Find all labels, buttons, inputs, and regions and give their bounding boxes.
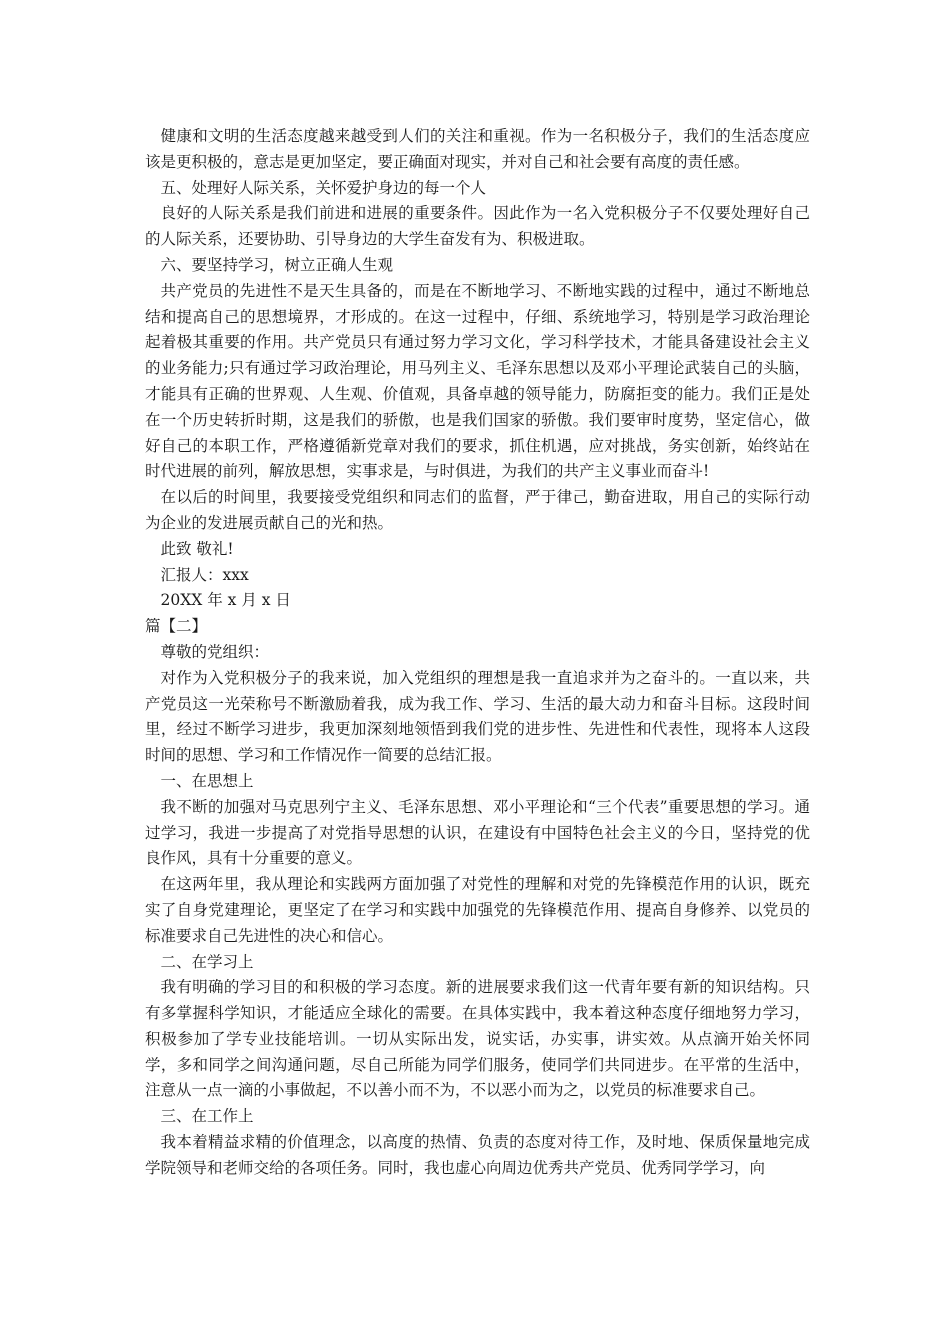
part-title: 篇【二】: [145, 617, 208, 636]
paragraph: 良好的人际关系是我们前进和进展的重要条件。因此作为一名入党积极分子不仅要处理好自己的人际关系，还要协助、引导身边的大学生奋发有为、积极进取。: [145, 204, 810, 249]
section-heading: 二、在学习上: [160, 952, 254, 971]
document-body: [145, 124, 810, 1182]
section-heading: 一、在思想上: [160, 771, 254, 790]
paragraph: 在这两年里，我从理论和实践两方面加强了对党性的理解和对党的先锋模范作用的认识，既充实了自身党建理论，更坚定了在学习和实践中加强党的先锋模范作用、提高自身修养、以党员的标准要求自己先进性的决心和信心。: [145, 875, 810, 945]
paragraph: 对作为入党积极分子的我来说，加入党组织的理想是我一直追求并为之奋斗的。一直以来，共产党员这一光荣称号不断激励着我，成为我工作、学习、生活的最大动力和奋斗目标。这段时间里，经过不断学习进步，我更加深刻地领悟到我们党的进步性、先进性和代表性，现将本人这段时间的思想、学习和工作情况作一简要的总结汇报。: [145, 668, 810, 765]
paragraph: 我不断的加强对马克思列宁主义、毛泽东思想、邓小平理论和“三个代表”重要思想的学习。通过学习，我进一步提高了对党指导思想的认识，在建设有中国特色社会主义的今日，坚持党的优良作风，具有十分重要的意义。: [145, 797, 810, 868]
section-heading: 三、在工作上: [160, 1107, 254, 1126]
paragraph: 我本着精益求精的价值理念，以高度的热情、负责的态度对待工作，及时地、保质保量地完成学院领导和老师交给的各项任务。同时，我也虚心向周边优秀共产党员、优秀同学学习，向: [145, 1133, 810, 1177]
reporter-name: 汇报人：xxx: [160, 565, 249, 584]
paragraph: 共产党员的先进性不是天生具备的，而是在不断地学习、不断地实践的过程中，通过不断地总结和提高自己的思想境界，才形成的。在这一过程中，仔细、系统地学习，特别是学习政治理论起着极其重要的作用。共产党员只有通过努力学习文化，学习科学技术，才能具备建设社会主义的业务能力;只有通过学习政治理论，用马列主义、毛泽东思想以及邓小平理论武装自己的头脑，才能具有正确的世界观、人生观、价值观，具备卓越的领导能力，防腐拒变的能力。我们正是处在一个历史转折时期，这是我们的骄傲，也是我们国家的骄傲。我们要审时度势，坚定信心，做好自己的本职工作，严格遵循新党章对我们的要求，抓住机遇，应对挑战，务实创新，始终站在时代进展的前列，解放思想，实事求是，与时俱进，为我们的共产主义事业而奋斗!: [145, 281, 810, 481]
closing-salutation: 此致 敬礼!: [160, 539, 234, 558]
paragraph: 在以后的时间里，我要接受党组织和同志们的监督，严于律己，勤奋进取，用自己的实际行动为企业的发进展贡献自己的光和热。: [145, 488, 810, 532]
greeting: 尊敬的党组织：: [160, 642, 270, 661]
section-heading: 六、要坚持学习，树立正确人生观: [160, 255, 394, 274]
section-heading: 五、处理好人际关系，关怀爱护身边的每一个人: [160, 178, 487, 197]
report-date: 20XX 年 x 月 x 日: [160, 591, 291, 610]
paragraph: 健康和文明的生活态度越来越受到人们的关注和重视。作为一名积极分子，我们的生活态度应该是更积极的，意志是更加坚定，要正确面对现实，并对自己和社会要有高度的责任感。: [145, 127, 810, 171]
paragraph: 我有明确的学习目的和积极的学习态度。新的进展要求我们这一代青年要有新的知识结构。只有多掌握科学知识，才能适应全球化的需要。在具体实践中，我本着这种态度仔细地努力学习，积极参加了学专业技能培训。一切从实际出发，说实话，办实事，讲实效。从点滴开始关怀同学，多和同学之间沟通问题，尽自己所能为同学们服务，使同学们共同进步。在平常的生活中，注意从一点一滴的小事做起，不以善小而不为，不以恶小而为之，以党员的标准要求自己。: [145, 978, 810, 1100]
